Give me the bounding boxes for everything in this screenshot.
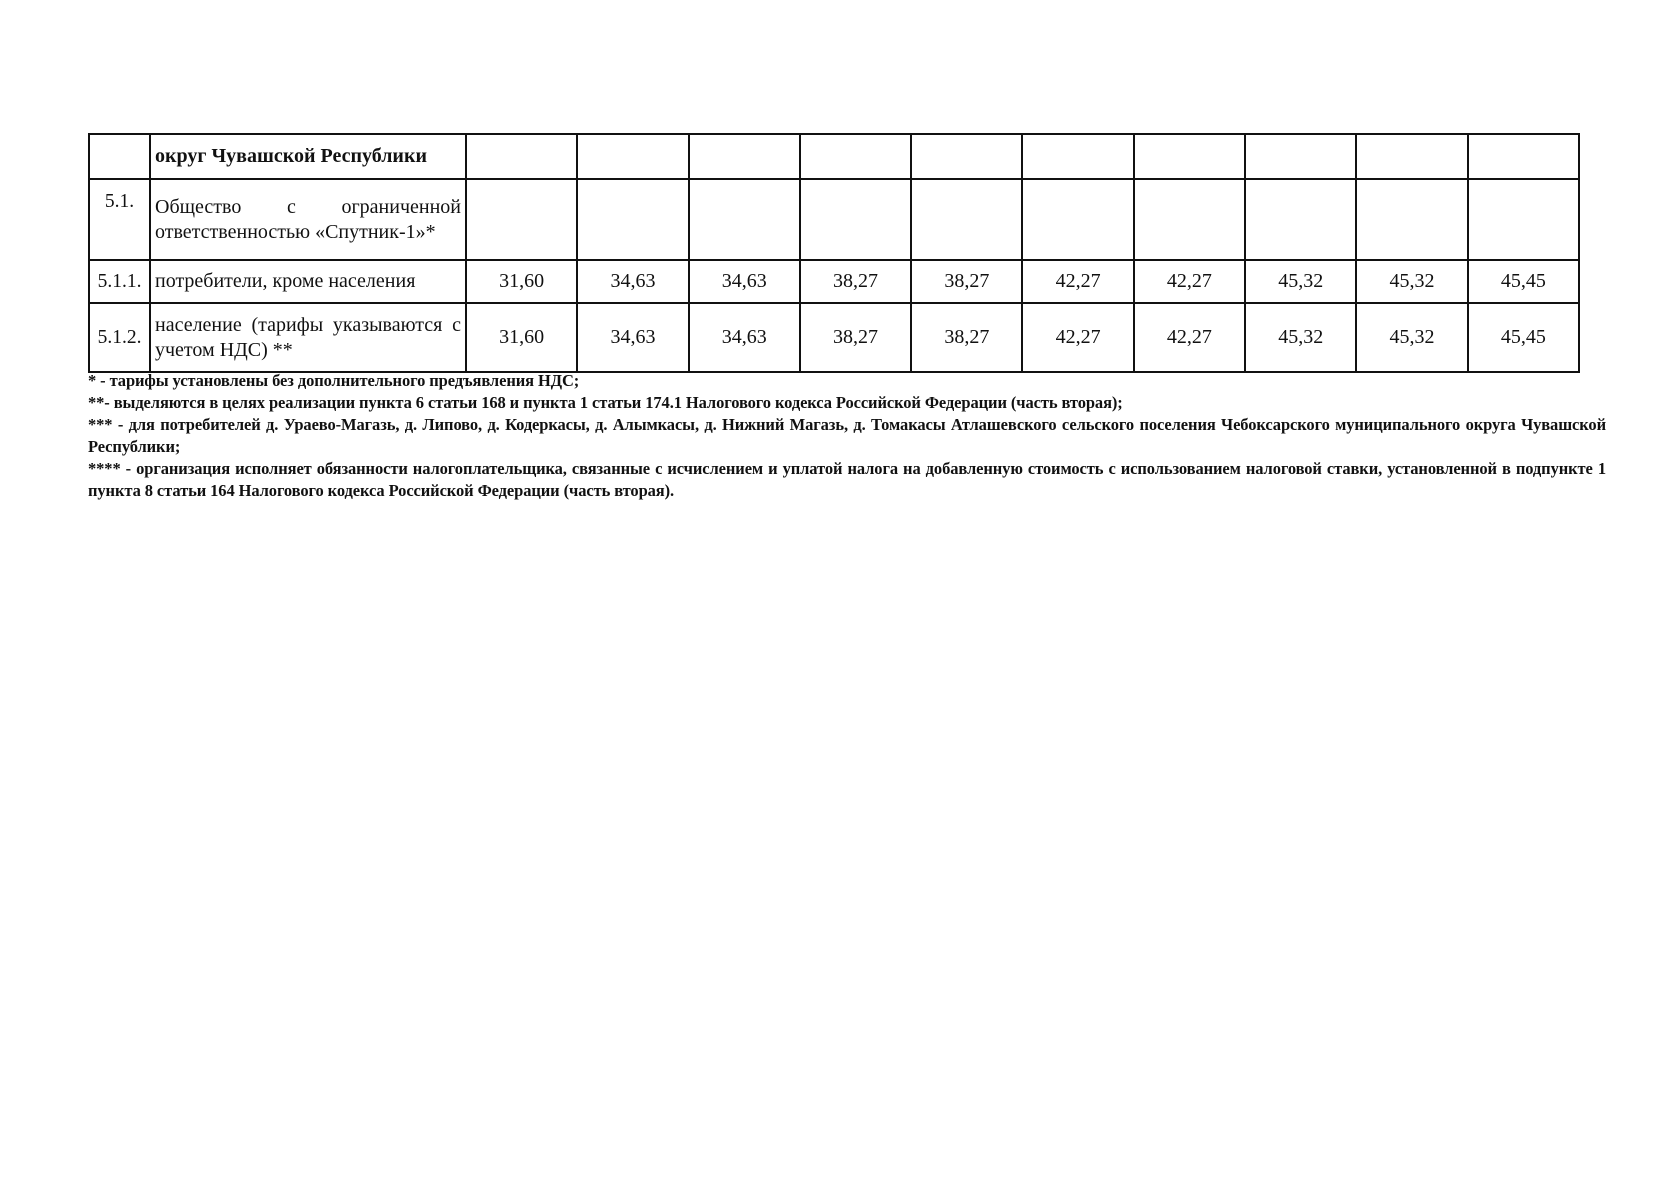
tariff-value — [800, 134, 911, 179]
row-name: Общество с ограниченной ответственностью «Спутник-1»* — [150, 179, 466, 260]
tariff-value: 45,45 — [1468, 303, 1579, 372]
tariff-value: 31,60 — [466, 303, 577, 372]
tariff-value: 34,63 — [689, 260, 800, 303]
tariff-value — [1245, 179, 1356, 260]
tariff-value: 38,27 — [911, 303, 1022, 372]
tariff-value — [1468, 134, 1579, 179]
tariff-value — [800, 179, 911, 260]
tariff-value: 34,63 — [689, 303, 800, 372]
tariff-value — [1022, 179, 1133, 260]
tariff-value — [1134, 134, 1245, 179]
tariff-value: 34,63 — [577, 303, 688, 372]
tariff-value: 45,32 — [1356, 303, 1467, 372]
row-number: 5.1.2. — [89, 303, 150, 372]
table-row — [89, 260, 1579, 303]
footnote: **- выделяются в целях реализации пункта 6 статьи 168 и пункта 1 статьи 174.1 Налогового кодекса Российской Федерации (часть вторая); — [88, 393, 1123, 412]
row-name: население (тарифы указываются с учетом НДС) ** — [150, 303, 466, 372]
tariff-value: 42,27 — [1022, 303, 1133, 372]
tariff-value: 45,32 — [1245, 260, 1356, 303]
tariff-value — [466, 179, 577, 260]
tariff-value: 38,27 — [800, 303, 911, 372]
table-row — [89, 179, 1579, 260]
tariff-value: 38,27 — [800, 260, 911, 303]
tariff-value: 42,27 — [1022, 260, 1133, 303]
tariff-value: 38,27 — [911, 260, 1022, 303]
tariff-value — [689, 134, 800, 179]
table-row — [89, 134, 1579, 179]
footnote: * - тарифы установлены без дополнительного предъявления НДС; — [88, 371, 580, 390]
tariff-value — [911, 179, 1022, 260]
row-name: округ Чувашской Республики — [150, 134, 466, 179]
tariff-value: 31,60 — [466, 260, 577, 303]
tariff-value — [1245, 134, 1356, 179]
tariff-value: 45,32 — [1356, 260, 1467, 303]
tariff-value: 45,32 — [1245, 303, 1356, 372]
tariff-value: 34,63 — [577, 260, 688, 303]
tariff-value — [689, 179, 800, 260]
tariff-table — [88, 133, 1580, 373]
tariff-value — [1134, 179, 1245, 260]
tariff-value: 42,27 — [1134, 260, 1245, 303]
tariff-value — [577, 134, 688, 179]
row-number — [89, 134, 150, 179]
tariff-value: 42,27 — [1134, 303, 1245, 372]
footnote: *** - для потребителей д. Ураево-Магазь, д. Липово, д. Кодеркасы, д. Алымкасы, д. Нижний Магазь, д. Томакасы Атлашевского сельского поселения Чебоксарского муниципального округа Чувашской Республики; — [88, 415, 1606, 456]
row-number: 5.1.1. — [89, 260, 150, 303]
tariff-value — [1356, 134, 1467, 179]
tariff-value — [1468, 179, 1579, 260]
row-number: 5.1. — [89, 179, 150, 260]
tariff-value — [911, 134, 1022, 179]
footnote: **** - организация исполняет обязанности налогоплательщика, связанные с исчислением и уплатой налога на добавленную стоимость с использованием налоговой ставки, установленной в подпункте 1 пункта 8 статьи 164 Налогового кодекса Российской Федерации (часть вторая). — [88, 459, 1606, 500]
footnotes — [88, 370, 1606, 502]
tariff-value — [577, 179, 688, 260]
tariff-value — [1356, 179, 1467, 260]
tariff-value — [466, 134, 577, 179]
table-row — [89, 303, 1579, 372]
tariff-value: 45,45 — [1468, 260, 1579, 303]
tariff-value — [1022, 134, 1133, 179]
row-name: потребители, кроме населения — [150, 260, 466, 303]
